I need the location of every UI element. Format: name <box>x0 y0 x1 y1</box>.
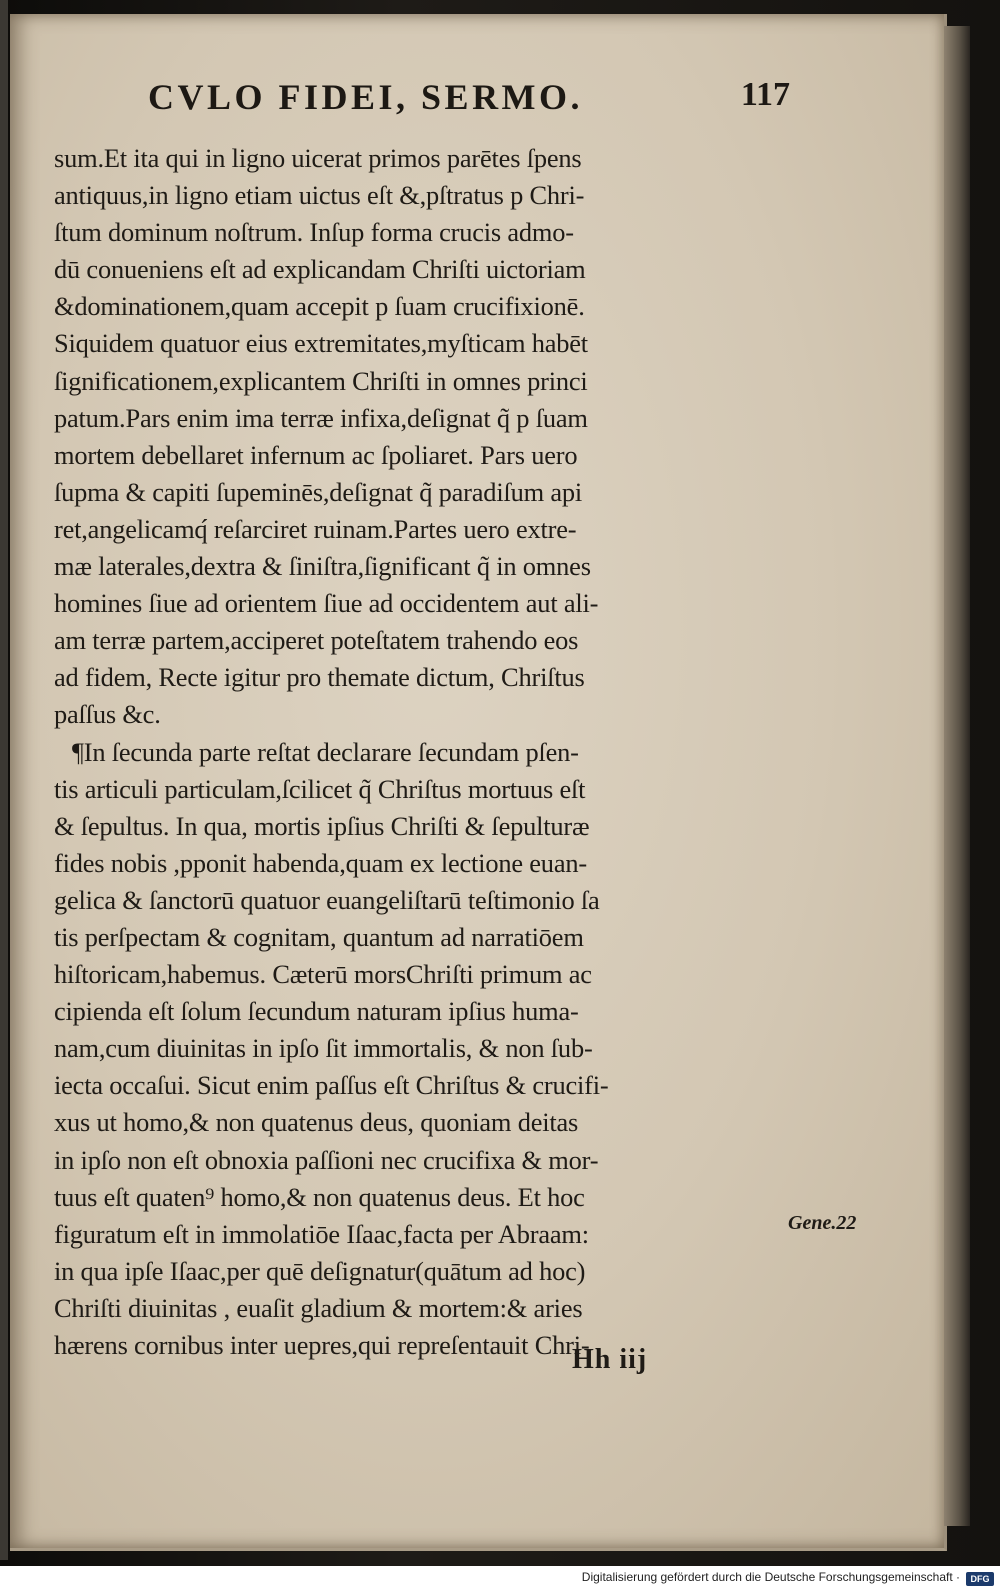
page-edge-shadow <box>944 26 970 1526</box>
text-line: cipienda eſt ſolum ſecundum naturam ipſius huma- <box>54 996 579 1027</box>
text-line: sum.Et ita qui in ligno uicerat primos parētes ſpens <box>54 143 582 173</box>
text-line: mæ laterales,dextra & ſiniſtra,ſignificant q̃ in omnes <box>54 551 591 582</box>
text-line: paſſus &c. <box>54 699 161 730</box>
text-line: in qua ipſe Iſaac,per quē deſignatur(quātum ad hoc) <box>54 1255 586 1286</box>
text-line: hærens cornibus inter uepres,qui repreſentauit Chri- <box>54 1330 590 1360</box>
text-line: Siquidem quatuor eius extremitates,myſticam habēt <box>54 328 588 359</box>
text-line: Chriſti diuinitas , euaſit gladium & mortem:& aries <box>54 1292 583 1323</box>
text-line: iecta occaſui. Sicut enim paſſus eſt Chriſtus & crucifi- <box>54 1070 609 1101</box>
text-line: ſupma & capiti ſupeminēs,deſignat q̃ paradiſum api <box>54 476 583 507</box>
running-title: CVLO FIDEI, SERMO. <box>148 77 584 117</box>
text-line: xus ut homo,& non quatenus deus, quoniam deitas <box>54 1107 579 1138</box>
text-line: ſtum dominum noſtrum. Inſup forma crucis admo- <box>54 217 574 248</box>
text-line: in ipſo non eſt obnoxia paſſioni nec crucifixa & mor- <box>54 1144 599 1175</box>
footer-credit: Digitalisierung gefördert durch die Deutsche Forschungsgemeinschaft · <box>581 1570 960 1584</box>
text-line: ad fidem, Recte igitur pro themate dictum, Chriſtus <box>54 662 585 693</box>
text-line: dū conueniens eſt ad explicandam Chriſti uictoriam <box>54 254 586 285</box>
text-line: tuus eſt quaten⁹ homo,& non quatenus deus. Et hoc <box>54 1181 585 1212</box>
signature-mark: Hh iij <box>572 1344 648 1375</box>
text-line: ret,angelicamq́ reſarciret ruinam.Partes uero extre- <box>54 513 577 544</box>
text-line: mortem debellaret infernum ac ſpoliaret. Pars uero <box>54 439 578 470</box>
text-line: homines ſiue ad orientem ſiue ad occidentem aut ali- <box>54 588 599 619</box>
text-line: fides nobis ,pponit habenda,quam ex lectione euan- <box>54 847 587 878</box>
text-line: &dominationem,quam accepit p ſuam crucifixionē. <box>54 291 585 322</box>
book-page <box>10 14 947 1551</box>
page-number: 117 <box>740 76 790 113</box>
text-line: patum.Pars enim ima terræ infixa,deſignat q̃ p ſuam <box>54 402 588 433</box>
text-line: ſignificationem,explicantem Chriſti in omnes princi <box>54 365 588 396</box>
body-text <box>54 140 774 1364</box>
text-line: gelica & ſanctorū quatuor euangeliſtarū teſtimonio ſa <box>54 884 600 915</box>
footer-bar <box>0 1566 1000 1593</box>
text-line: nam,cum diuinitas in ipſo ſit immortalis, & non ſub- <box>54 1033 593 1064</box>
text-line: tis articuli particulam,ſcilicet q̃ Chriſtus mortuus eſt <box>54 773 586 804</box>
text-line: hiſtoricam,habemus. Cæterū morsChriſti primum ac <box>54 959 592 990</box>
text-line: ¶In ſecunda parte reſtat declarare ſecundam pſen- <box>71 736 579 767</box>
text-line: am terræ partem,acciperet poteſtatem trahendo eos <box>54 625 579 656</box>
text-line: antiquus,in ligno etiam uictus eſt &,pſtratus p Chri- <box>54 180 585 211</box>
marginal-note: Gene.22 <box>788 1212 857 1234</box>
text-line: tis perſpectam & cognitam, quantum ad narratiōem <box>54 921 584 952</box>
dfg-logo-icon: DFG <box>966 1572 994 1586</box>
scan-edge <box>0 0 8 1560</box>
text-line: figuratum eſt in immolatiōe Iſaac,facta per Abraam: <box>54 1218 589 1249</box>
text-line: & ſepultus. In qua, mortis ipſius Chriſti & ſepulturæ <box>54 810 590 841</box>
running-head <box>148 76 790 134</box>
